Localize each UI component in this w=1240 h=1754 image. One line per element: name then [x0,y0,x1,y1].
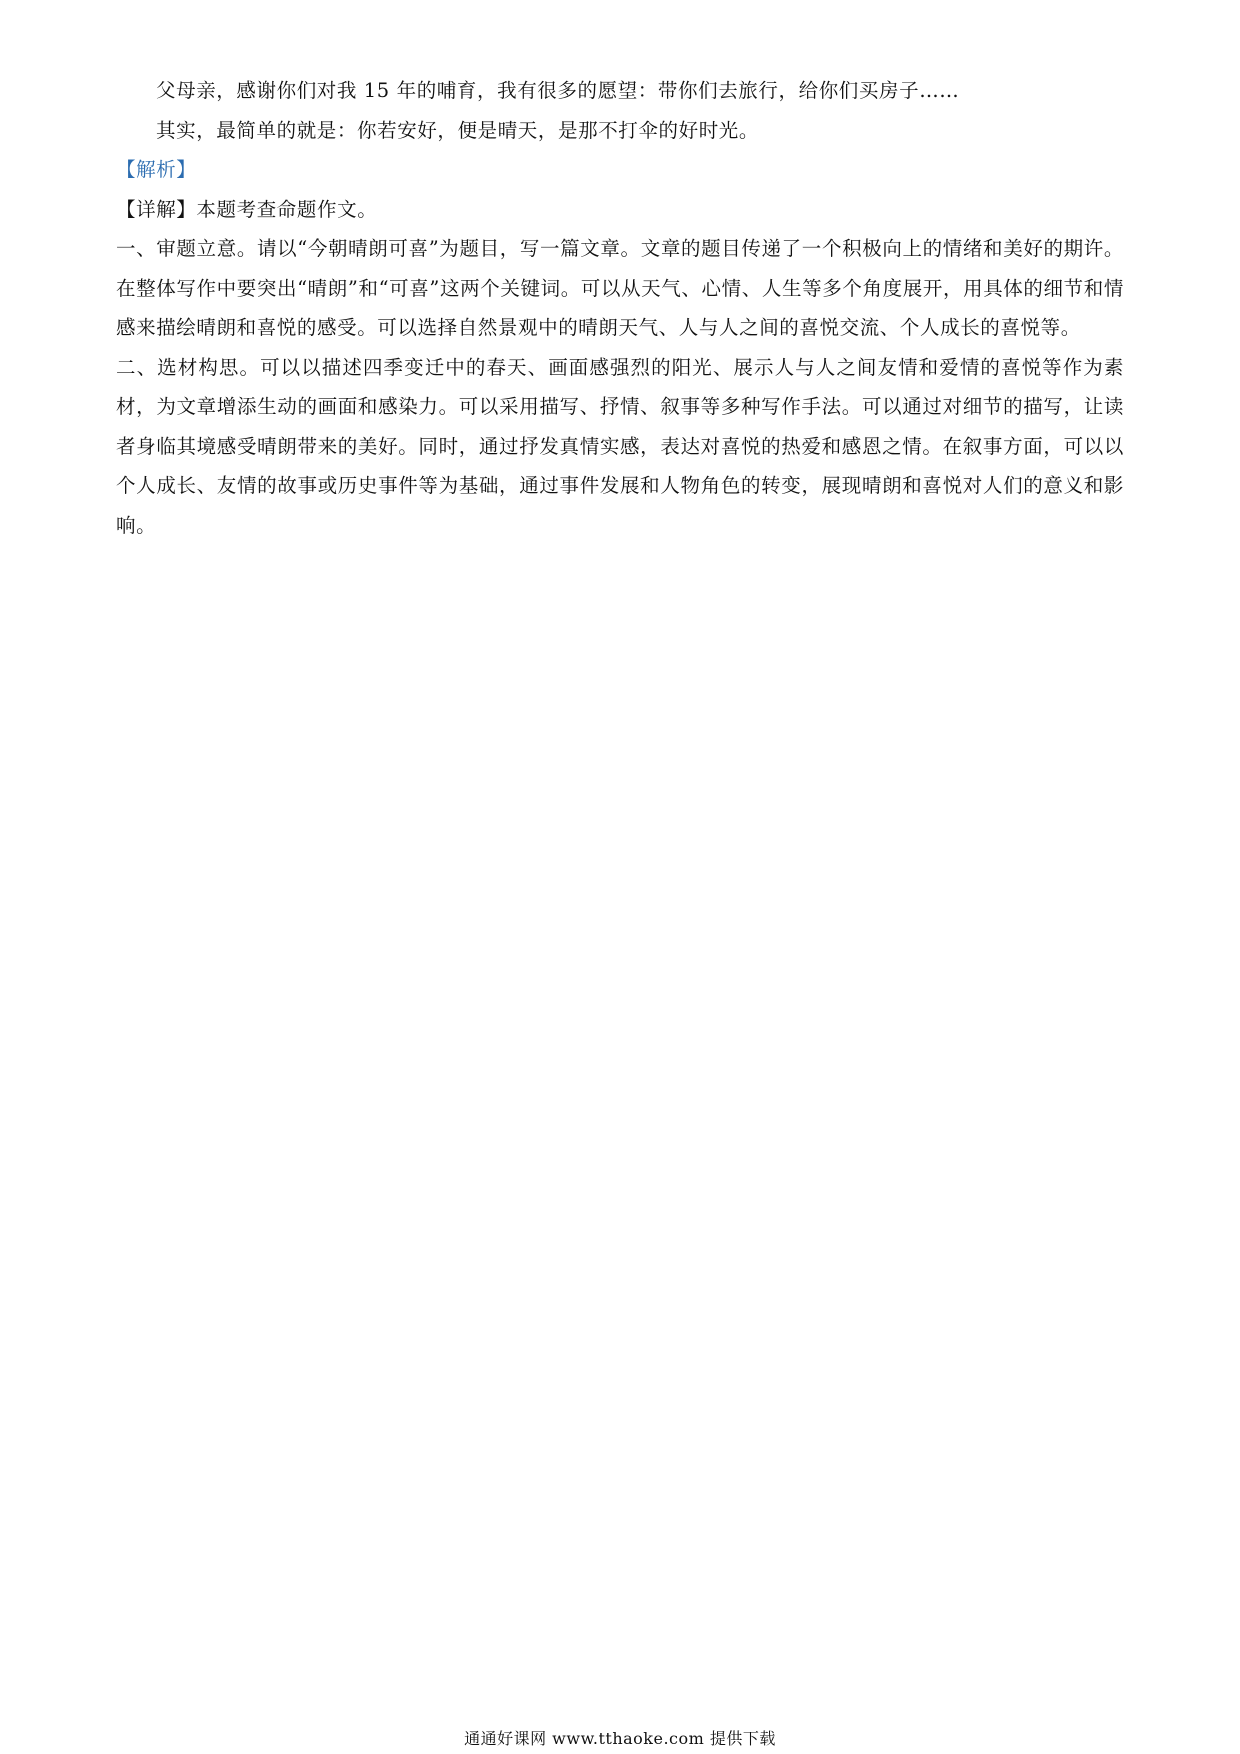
essay-paragraph-2: 其实，最简单的就是：你若安好，便是晴天，是那不打伞的好时光。 [156,118,760,142]
analysis-heading: 【解析】 [116,158,197,181]
analysis-point-1: 一、审题立意。请以“今朝晴朗可喜”为题目，写一篇文章。文章的题目传递了一个积极向上的情绪和美好的期许。在整体写作中要突出“晴朗”和“可喜”这两个关键词。可以从天气、心情、人生等多个角度展开，用具体的细节和情感来描绘晴朗和喜悦的感受。可以选择自然景观中的晴朗天气、人与人之间的喜悦交流、个人成长的喜悦等。 [116,237,1124,339]
page-content [116,71,1124,545]
detail-text: 本题考查命题作文。 [196,197,378,221]
detail-line [116,190,1124,230]
essay-paragraph-1: 父母亲，感谢你们对我 15 年的哺育，我有很多的愿望：带你们去旅行，给你们买房子…… [156,79,960,102]
page-footer: 通通好课网 www.tthaoke.com 提供下载 [464,1729,776,1748]
detail-label: 【详解】 [116,197,197,221]
analysis-point-2: 二、选材构思。可以以描述四季变迁中的春天、画面感强烈的阳光、展示人与人之间友情和爱情的喜悦等作为素材，为文章增添生动的画面和感染力。可以采用描写、抒情、叙事等多种写作手法。可以通过对细节的描写，让读者身临其境感受晴朗带来的美好。同时，通过抒发真情实感，表达对喜悦的热爱和感恩之情。在叙事方面，可以以个人成长、友情的故事或历史事件等为基础，通过事件发展和人物角色的转变，展现晴朗和喜悦对人们的意义和影响。 [116,355,1124,537]
